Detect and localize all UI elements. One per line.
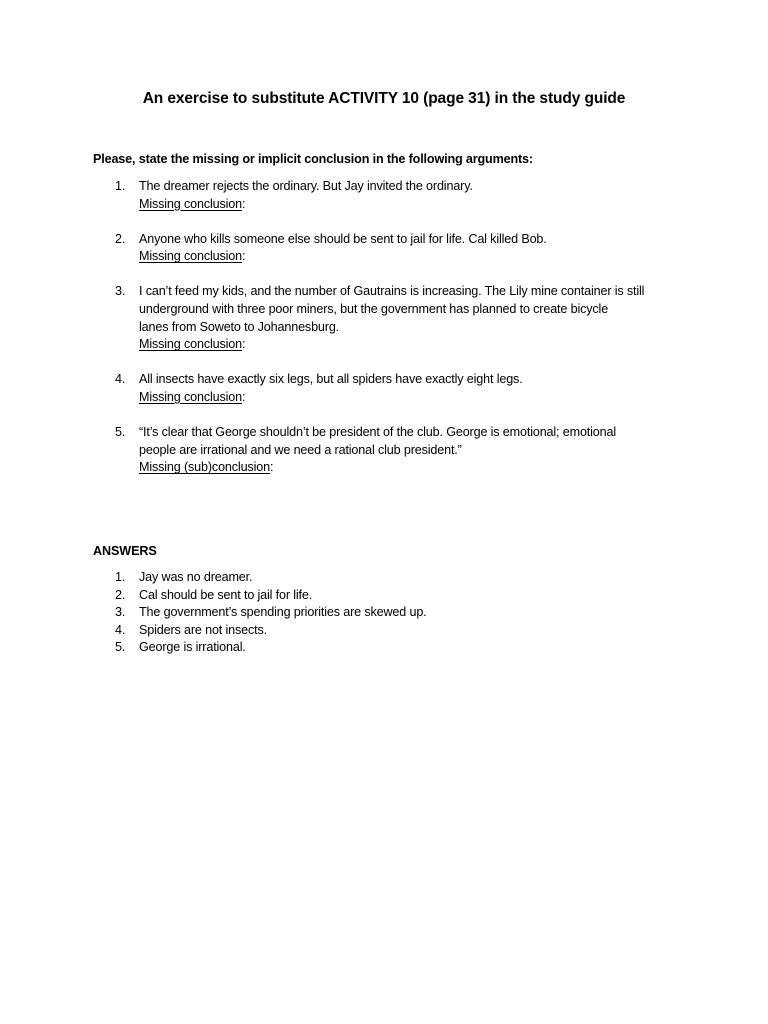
question-item (93, 178, 693, 213)
question-text-line: underground with three poor miners, but the government has planned to create bicycle (139, 301, 609, 316)
answer-item (93, 587, 693, 605)
question-text-line: Anyone who kills someone else should be sent to jail for life. Cal killed Bob. (139, 231, 547, 246)
missing-subconclusion-label: Missing (sub)conclusion: (139, 460, 274, 475)
answer-text: Jay was no dreamer. (139, 570, 253, 584)
question-item (93, 424, 693, 477)
answers-heading: ANSWERS (93, 544, 157, 558)
instruction-text: Please, state the missing or implicit conclusion in the following arguments: (93, 152, 533, 166)
question-item (93, 371, 693, 406)
answer-text: Spiders are not insects. (139, 622, 268, 637)
question-text-line: lanes from Soweto to Johannesburg. (139, 319, 340, 334)
answer-text: Cal should be sent to jail for life. (139, 587, 313, 602)
missing-conclusion-label: Missing conclusion: (139, 196, 246, 211)
question-item (93, 231, 693, 266)
question-number: 4. (115, 372, 126, 387)
question-number: 5. (115, 424, 126, 439)
question-text-line: people are irrational and we need a rational club president.” (139, 442, 462, 457)
answer-number: 4. (115, 622, 126, 637)
answer-item (93, 569, 693, 587)
question-number: 3. (115, 284, 126, 299)
question-item (93, 283, 693, 353)
answer-number: 1. (115, 570, 126, 584)
question-text-line: The dreamer rejects the ordinary. But Jay invited the ordinary. (139, 179, 473, 193)
answer-number: 5. (115, 640, 126, 655)
question-list (93, 178, 693, 494)
answer-item (93, 622, 693, 640)
question-text-line: I can’t feed my kids, and the number of Gautrains is increasing. The Lily mine container is still (139, 284, 645, 299)
answer-list (93, 569, 693, 657)
missing-conclusion-label: Missing conclusion: (139, 389, 246, 404)
missing-conclusion-label: Missing conclusion: (139, 249, 246, 264)
answer-text: The government’s spending priorities are skewed up. (139, 605, 427, 620)
answer-text: George is irrational. (139, 640, 246, 655)
answer-number: 2. (115, 587, 126, 602)
question-number: 1. (115, 179, 126, 193)
answer-number: 3. (115, 605, 126, 620)
answer-item (93, 604, 693, 622)
question-text-line: “It’s clear that George shouldn’t be president of the club. George is emotional; emotional (139, 424, 617, 439)
question-text-line: All insects have exactly six legs, but all spiders have exactly eight legs. (139, 372, 523, 387)
document-title: An exercise to substitute ACTIVITY 10 (page 31) in the study guide (142, 90, 626, 107)
answer-item (93, 639, 693, 657)
missing-conclusion-label: Missing conclusion: (139, 337, 246, 352)
question-number: 2. (115, 231, 126, 246)
